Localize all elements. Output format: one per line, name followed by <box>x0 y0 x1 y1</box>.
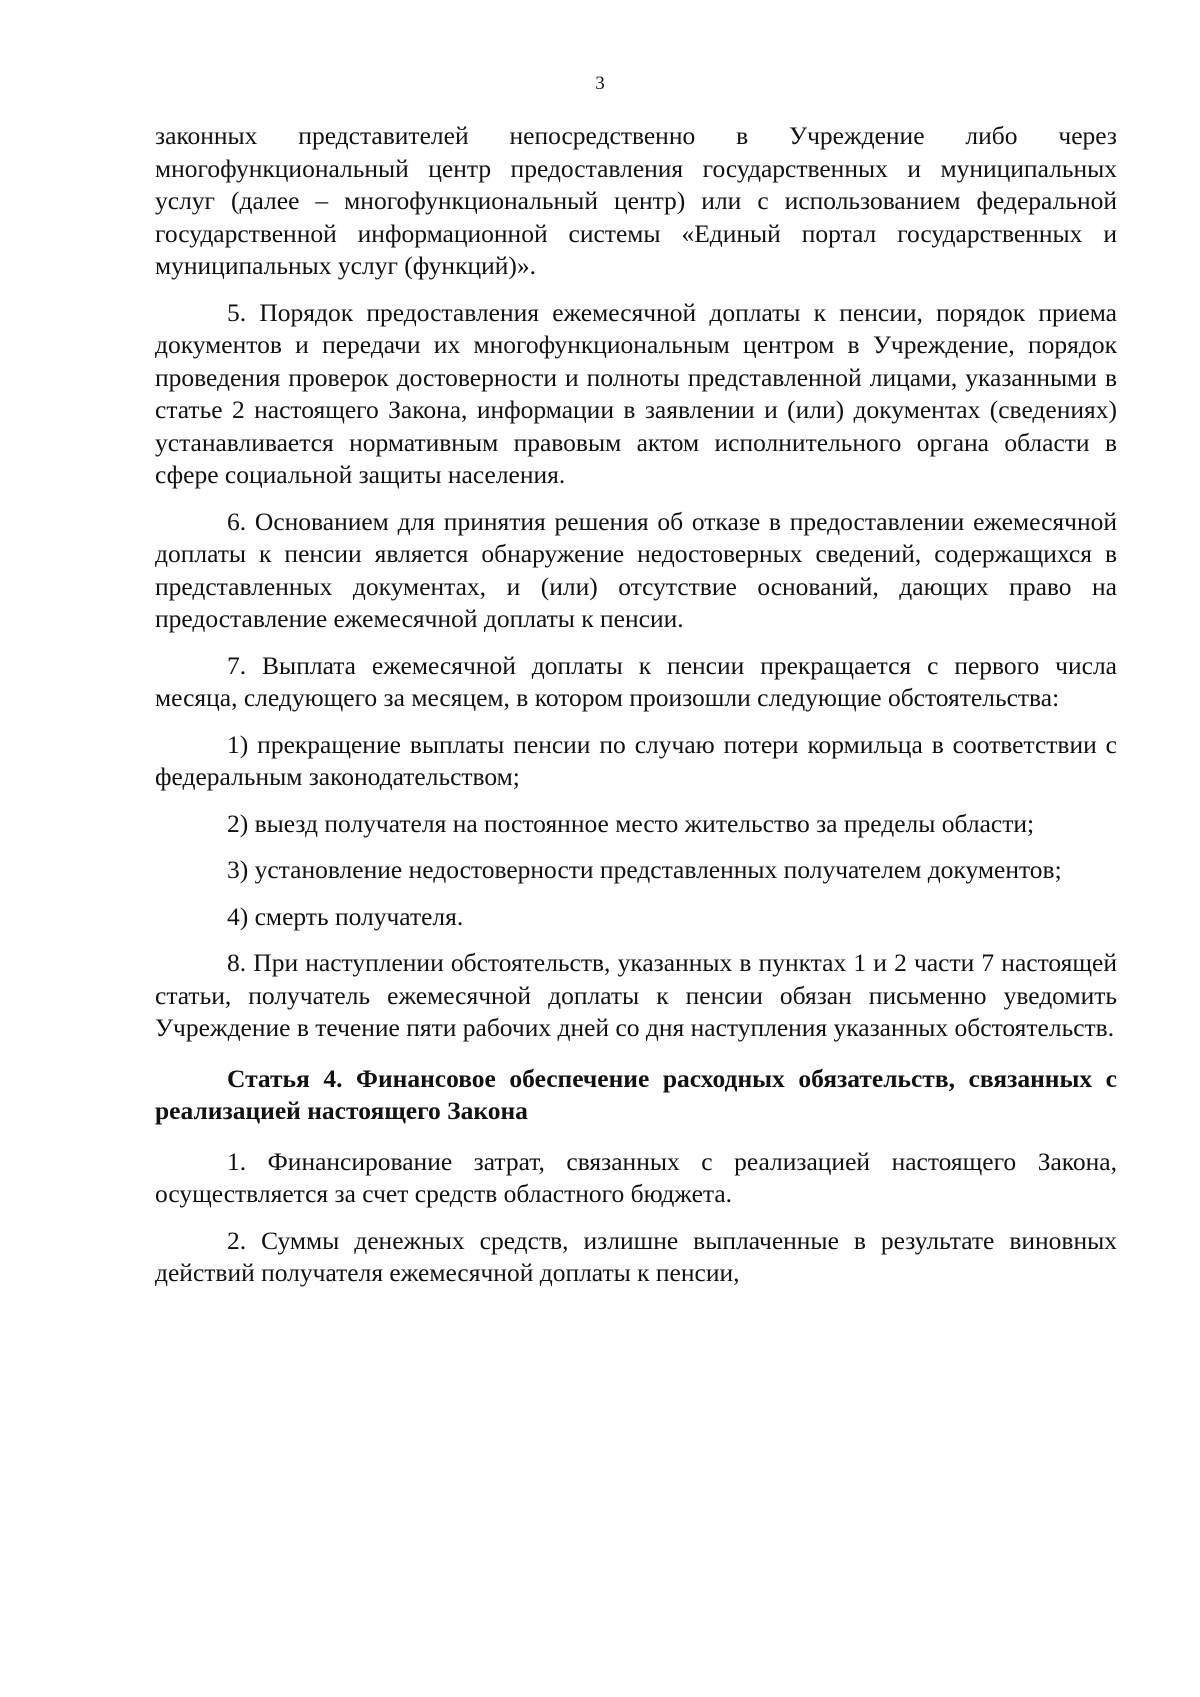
subitem-3: 3) установление недостоверности представленных получателем документов; <box>227 855 1062 884</box>
subitem-1: 1) прекращение выплаты пенсии по случаю потери кормильца в соответствии с федеральным законодательством; <box>155 729 1117 791</box>
paragraph-item-7: 7. Выплата ежемесячной доплаты к пенсии прекращается с первого числа месяца, следующего за месяцем, в котором произошли следующие обстоятельства: <box>155 650 1117 712</box>
paragraph-item-8: 8. При наступлении обстоятельств, указанных в пунктах 1 и 2 части 7 настоящей статьи, получатель ежемесячной доплаты к пенсии обязан письменно уведомить Учреждение в течение пяти рабочих дней со дня наступления указанных обстоятельств. <box>155 948 1117 1042</box>
page-number: 3 <box>595 73 605 94</box>
article-4-item-1: 1. Финансирование затрат, связанных с реализацией настоящего Закона, осуществляется за счет средств областного бюджета. <box>155 1146 1117 1208</box>
paragraph-item-6: 6. Основанием для принятия решения об отказе в предоставлении ежемесячной доплаты к пенсии является обнаружение недостоверных сведений, содержащихся в представленных документах, и (или) отсутствие оснований, дающих право на предоставление ежемесячной доплаты к пенсии. <box>155 506 1117 633</box>
paragraph-item-5: 5. Порядок предоставления ежемесячной доплаты к пенсии, порядок приема документов и передачи их многофункциональным центром в Учреждение, порядок проведения проверок достоверности и полноты представленной лицами, указанными в статье 2 настоящего Закона, информации в заявлении и (или) документах (сведениях) устанавливается нормативным правовым актом исполнительного органа области в сфере социальной защиты населения. <box>155 297 1117 489</box>
subitem-4: 4) смерть получателя. <box>227 901 464 931</box>
document-body <box>155 120 1117 1304</box>
paragraph-continuation: законных представителей непосредственно в Учреждение либо через многофункциональный центр предоставления государственных и муниципальных услуг (далее – многофункциональный центр) или с использованием федеральной государственной информационной системы «Единый портал государственных и муниципальных услуг (функций)». <box>155 121 1117 280</box>
article-4-heading: Статья 4. Финансовое обеспечение расходных обязательств, связанных с реализацией настоящего Закона <box>155 1063 1117 1125</box>
subitem-2: 2) выезд получателя на постоянное место жительство за пределы области; <box>227 808 1035 838</box>
article-4-item-2: 2. Суммы денежных средств, излишне выплаченные в результате виновных действий получателя ежемесячной доплаты к пенсии, <box>155 1225 1117 1287</box>
